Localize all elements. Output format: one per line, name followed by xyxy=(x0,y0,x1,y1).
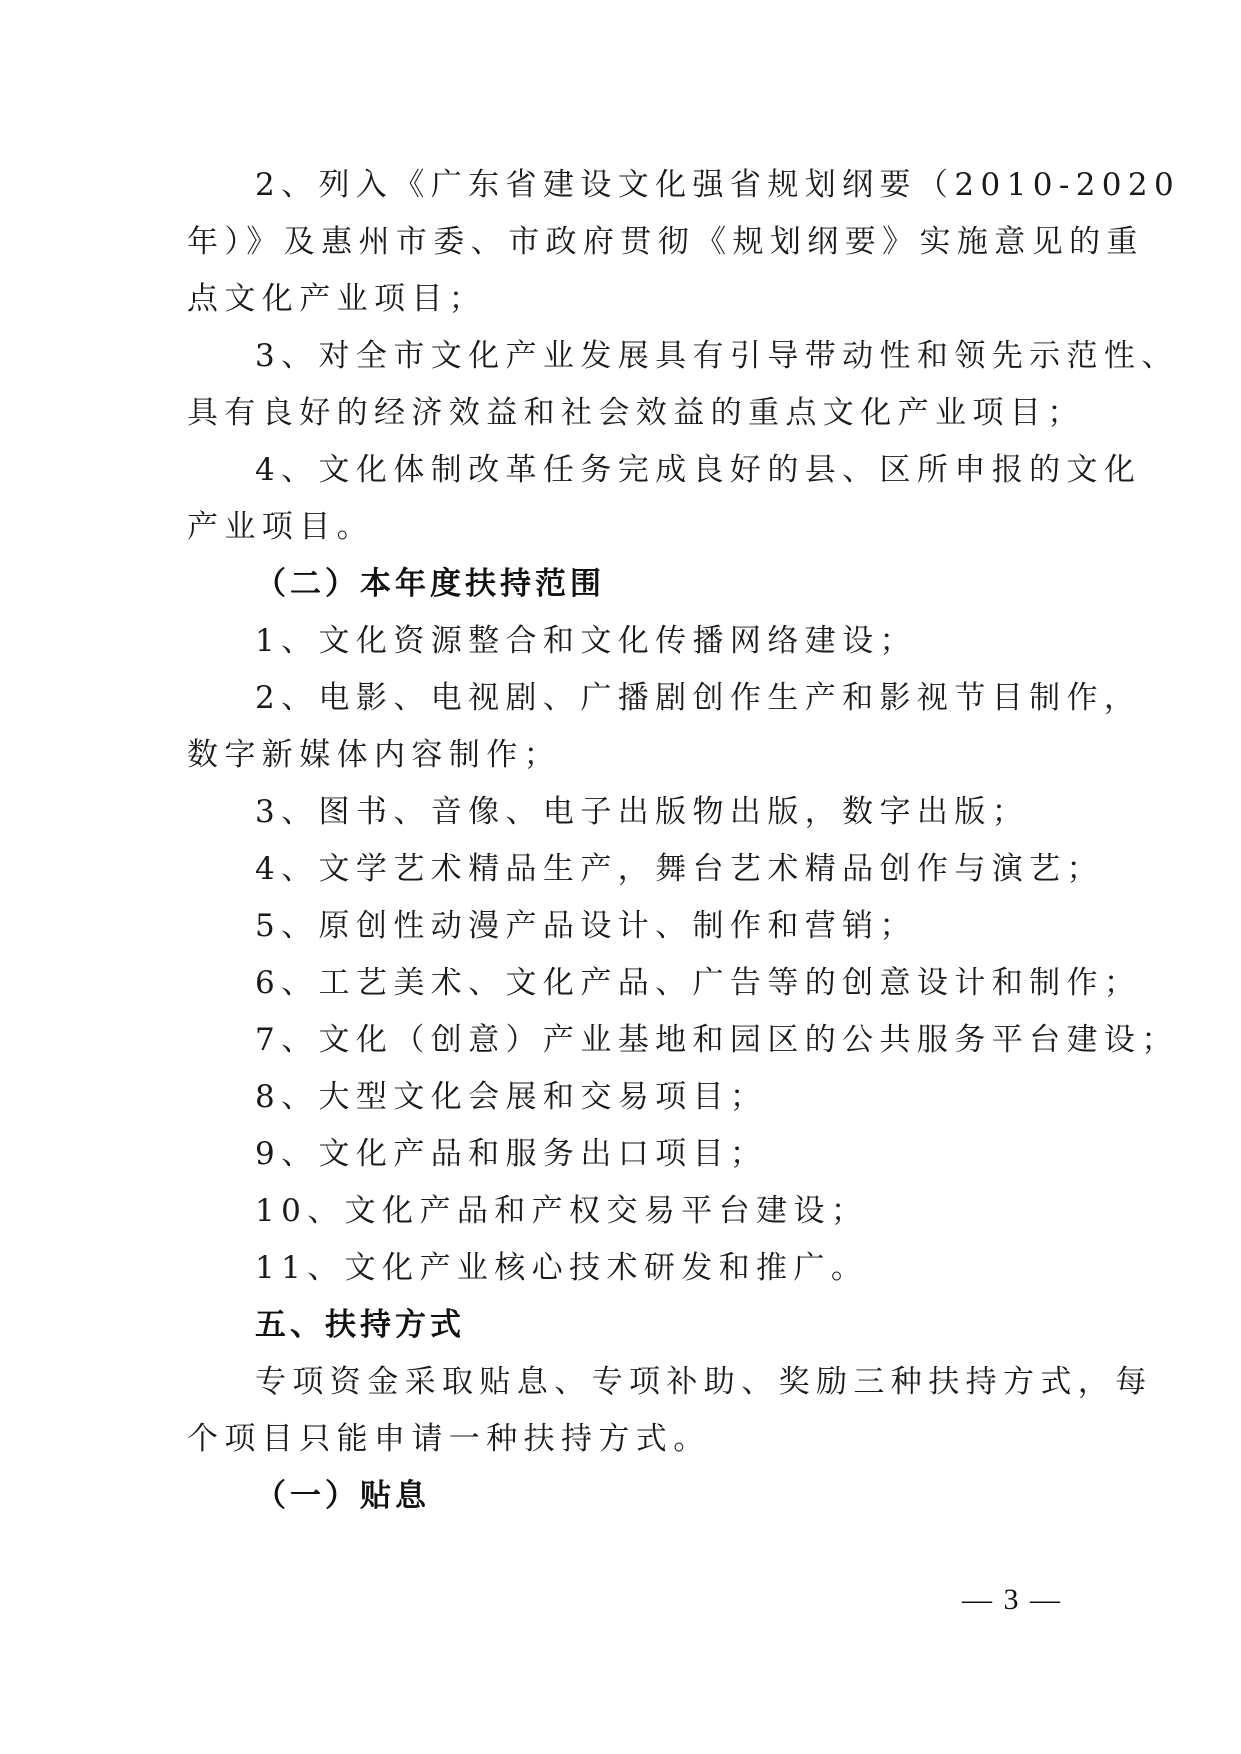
item-4-line-1: 4、文化体制改革任务完成良好的县、区所申报的文化 xyxy=(255,452,1142,488)
scope-item-3: 3、图书、音像、电子出版物出版，数字出版； xyxy=(255,794,1030,830)
item-2-line-1: 2、列入《广东省建设文化强省规划纲要（2010-2020 xyxy=(255,167,1181,203)
scope-item-7: 7、文化（创意）产业基地和园区的公共服务平台建设； xyxy=(255,1022,1179,1058)
item-4-line-2: 产业项目。 xyxy=(187,509,374,545)
scope-item-1: 1、文化资源整合和文化传播网络建设； xyxy=(255,623,917,659)
section-five-body-line-2: 个项目只能申请一种扶持方式。 xyxy=(187,1421,711,1457)
scope-item-6: 6、工艺美术、文化产品、广告等的创意设计和制作； xyxy=(255,965,1142,1001)
page-number: — 3 — xyxy=(962,1583,1062,1616)
scope-item-2-line-2: 数字新媒体内容制作； xyxy=(187,737,561,773)
scope-item-5: 5、原创性动漫产品设计、制作和营销； xyxy=(255,908,917,944)
subsidy-heading: （一）贴息 xyxy=(255,1478,430,1514)
item-3-line-1: 3、对全市文化产业发展具有引导带动性和领先示范性、 xyxy=(255,338,1179,374)
scope-item-4: 4、文学艺术精品生产，舞台艺术精品创作与演艺； xyxy=(255,851,1104,887)
scope-item-8: 8、大型文化会展和交易项目； xyxy=(255,1079,768,1115)
scope-item-2-line-1: 2、电影、电视剧、广播剧创作生产和影视节目制作， xyxy=(255,680,1142,716)
scope-item-10: 10、文化产品和产权交易平台建设； xyxy=(255,1193,869,1229)
scope-item-9: 9、文化产品和服务出口项目； xyxy=(255,1136,768,1172)
item-3-line-2: 具有良好的经济效益和社会效益的重点文化产业项目； xyxy=(187,395,1085,431)
scope-heading: （二）本年度扶持范围 xyxy=(255,566,605,602)
section-five-body-line-1: 专项资金采取贴息、专项补助、奖励三种扶持方式，每 xyxy=(255,1364,1153,1400)
item-2-line-3: 点文化产业项目； xyxy=(187,281,487,317)
section-five-heading: 五、扶持方式 xyxy=(255,1307,465,1343)
scope-item-11: 11、文化产业核心技术研发和推广。 xyxy=(255,1250,869,1286)
item-2-line-2: 年）》及惠州市委、市政府贯彻《规划纲要》实施意见的重 xyxy=(187,224,1144,260)
